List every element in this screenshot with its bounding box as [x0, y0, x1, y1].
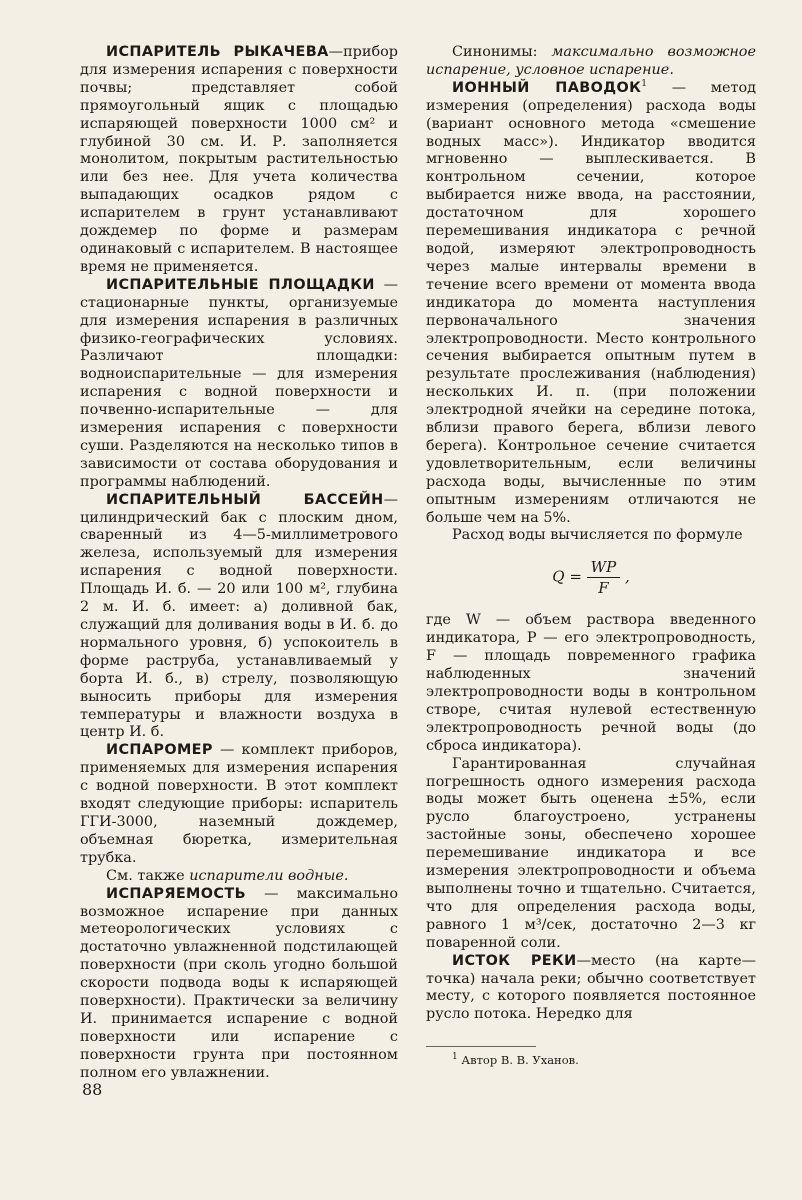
entry-ionnyi-pavodok: [426, 80, 756, 528]
entry-isparyaemost: [80, 886, 398, 1083]
formula-intro: Расход воды вычисляется по формуле: [452, 527, 743, 544]
page-number: 88: [82, 1080, 103, 1099]
formula-tail: ,: [624, 567, 630, 586]
synonyms-prefix: Синонимы:: [452, 44, 552, 60]
see-also-reference: испарители водные.: [189, 867, 349, 884]
see-also-prefix: См. также: [106, 867, 190, 884]
entry-term: ИСТОК РЕКИ: [452, 952, 577, 969]
flow-formula: [426, 557, 756, 598]
formula-explanation: где W — объем раствора введенного индикатора, P — его электропроводность, F — площадь повременного графика наблюденных значений электропроводности воды в контрольном створе, считая нулевой естественную электропроводность речной воды (до сброса индикатора).: [426, 612, 756, 754]
footnote-divider: [426, 1046, 536, 1047]
formula-denominator: F: [598, 579, 609, 598]
footnote-marker: 1: [641, 79, 647, 90]
right-column: [426, 44, 756, 1067]
left-column: [80, 44, 398, 1083]
formula-fraction: [587, 557, 621, 598]
entry-text: — стационарные пункты, организуемые для измерения испарения в различных физико-географических условиях. Различают площадки: водноиспарительные — для измерения испарения с водной поверхности и почвенно-испарительные — для измерения испарения с поверхности суши. Разделяются на несколько типов в зависимости от состава оборудования и программы наблюдений.: [80, 276, 399, 490]
entry-text: —место (на карте—точка) начала реки; обычно соответствует месту, с которого появляется постоянное русло потока. Нередко для: [426, 952, 756, 1023]
formula-lhs: Q =: [552, 567, 582, 586]
entry-term: ИСПАРОМЕР: [106, 742, 213, 759]
entry-isparomer: [80, 742, 398, 867]
entry-isparitelnyi-bassein: [80, 492, 398, 743]
entry-text: — метод измерения (определения) расхода воды (вариант основного метода «смешение водных масс»). Индикатор вводится мгновенно — выплескивается. В контрольном сечении, которое выбирается ниже ввода, на расстоянии, достаточном для хорошего перемешивания индикатора с речной водой, измеряют электропроводность через малые интервалы времени в течение всего времени от момента ввода индикатора до момента наступления первоначального значения электропроводности. Место контрольного сечения выбирается опытным путем в результате прослеживания (наблюдения) нескольких И. п. (при положении электродной ячейки на середине потока, вблизи правого берега, вблизи левого берега). Контрольное сечение считается удовлетворительным, если величины расхода воды, вычисленные по этим опытным измерениям отличаются не больше чем на 5%.: [426, 79, 756, 526]
accuracy-paragraph: Гарантированная случайная погрешность одного измерения расхода воды может быть оценена ±5%, если русло благоустроено, устранены застойные зоны, обеспечено хорошее перемешивание индикатора и все измерения электропроводности и объема выполнены точно и тщательно. Считается, что для определения расхода воды, равного 1 м³/сек, достаточно 2—3 кг поваренной соли.: [426, 755, 756, 951]
formula-numerator: WP: [587, 557, 621, 578]
entry-text: — комплект приборов, применяемых для измерения испарения с водной поверхности. В этот комплект входят следующие приборы: испаритель ГГИ-3000, наземный дождемер, объемная бюретка, измерительная трубка.: [80, 742, 398, 866]
synonyms-list: максимально возможное испарение, условное испарение.: [426, 44, 756, 78]
entry-term: ИСПАРИТЕЛЬ РЫКАЧЕВА: [106, 44, 329, 60]
footnote-text: Автор В. В. Уханов.: [457, 1053, 579, 1068]
entry-istok-reki: [426, 953, 756, 1025]
footnote-number: 1: [452, 1052, 458, 1063]
entry-isparitel-rykacheva: [80, 44, 398, 277]
entry-term: ИСПАРИТЕЛЬНЫЕ ПЛОЩАДКИ: [106, 276, 375, 293]
entry-term: ИОННЫЙ ПАВОДОК: [452, 79, 642, 96]
entry-term: ИСПАРЯЕМОСТЬ: [106, 885, 246, 902]
entry-isparitelnye-ploshchadki: [80, 277, 398, 492]
entry-text: —цилиндрический бак с плоским дном, сваренный из 4—5-миллиметрового железа, используемый для измерения испарения с водной поверхности. Площадь И. б. — 20 или 100 м², глубина 2 м. И. б. имеет: а) доливной бак, служащий для доливания воды в И. б. до нормального уровня, б) успокоитель в форме раструба, устанавливаемый у борта И. б., в) стрелу, позволяющую выносить приборы для измерения температуры и влажности воздуха в центр И. б.: [80, 491, 398, 741]
entry-text: — максимально возможное испарение при данных метеорологических условиях с достаточно увлажненной подстилающей поверхности (при сколь угодно большой скорости подвода воды к испаряющей поверхности). Практически за величину И. принимается испарение с водной поверхности или испарение с поверхности грунта при постоянном полном его увлажнении.: [80, 885, 398, 1081]
entry-term: ИСПАРИТЕЛЬНЫЙ БАССЕЙН: [106, 491, 384, 508]
see-also-line: [80, 868, 398, 886]
footnote: [426, 1053, 756, 1067]
synonyms-line: [426, 44, 756, 80]
entry-text: —прибор для измерения испарения с поверхности почвы; представляет собой прямоугольный ящик с площадью испаряющей поверхности 1000 см² и глубиной 30 см. И. Р. заполняется монолитом, покрытым растительностью или без нее. Для учета количества выпадающих осадков рядом с испарителем в грунт устанавливают дождемер по форме и размерам одинаковый с испарителем. В настоящее время не применяется.: [80, 44, 398, 275]
